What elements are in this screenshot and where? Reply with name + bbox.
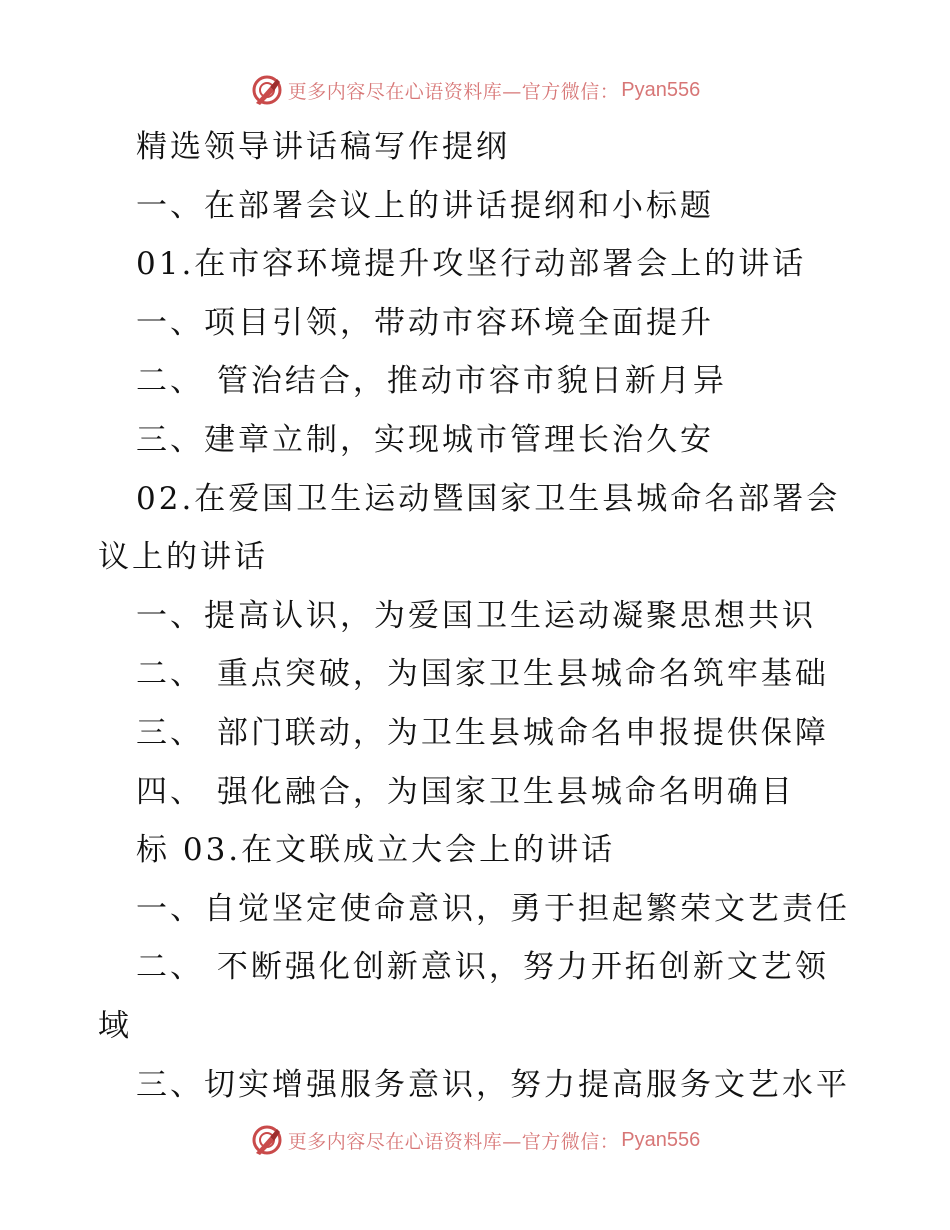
outline-item: 三、切实增强服务意识，努力提高服务文艺水平 xyxy=(136,1066,850,1103)
speech-title: 01.在市容环境提升攻坚行动部署会上的讲话 xyxy=(136,246,807,283)
outline-item: 二、 重点突破，为国家卫生县城命名筑牢基础 xyxy=(136,656,829,693)
outline-item: 三、 部门联动，为卫生县城命名申报提供保障 xyxy=(136,714,829,751)
pen-nib-logo-icon xyxy=(250,1123,284,1157)
outline-item: 二、 管治结合，推动市容市貌日新月异 xyxy=(136,363,727,400)
footer-watermark-banner xyxy=(0,1118,950,1162)
pen-nib-logo-icon xyxy=(250,73,284,107)
document-body xyxy=(98,118,868,1114)
speech-title-continued: 议上的讲话 xyxy=(98,539,268,576)
section-heading: 一、在部署会议上的讲话提纲和小标题 xyxy=(136,187,714,224)
watermark-account: Pyan556 xyxy=(621,1128,701,1151)
outline-item: 三、建章立制，实现城市管理长治久安 xyxy=(136,421,714,458)
outline-item-continued: 域 xyxy=(98,1007,132,1044)
watermark-text: 更多内容尽在心语资料库—官方微信： xyxy=(287,80,620,103)
outline-item: 二、 不断强化创新意识，努力开拓创新文艺领 xyxy=(136,949,829,986)
watermark-account: Pyan556 xyxy=(621,78,701,101)
outline-item: 一、提高认识，为爱国卫生运动凝聚思想共识 xyxy=(136,597,816,634)
watermark-text: 更多内容尽在心语资料库—官方微信： xyxy=(287,1130,620,1153)
outline-item: 一、项目引领，带动市容环境全面提升 xyxy=(136,304,714,341)
doc-title: 精选领导讲话稿写作提纲 xyxy=(136,129,510,165)
outline-item: 四、 强化融合，为国家卫生县城命名明确目 xyxy=(136,773,795,810)
header-watermark-banner xyxy=(0,68,950,112)
speech-title: 02.在爱国卫生运动暨国家卫生县城命名部署会 xyxy=(136,480,841,517)
outline-item-continued: 标 03.在文联成立大会上的讲话 xyxy=(136,832,616,869)
outline-item: 一、自觉坚定使命意识，勇于担起繁荣文艺责任 xyxy=(136,890,850,927)
